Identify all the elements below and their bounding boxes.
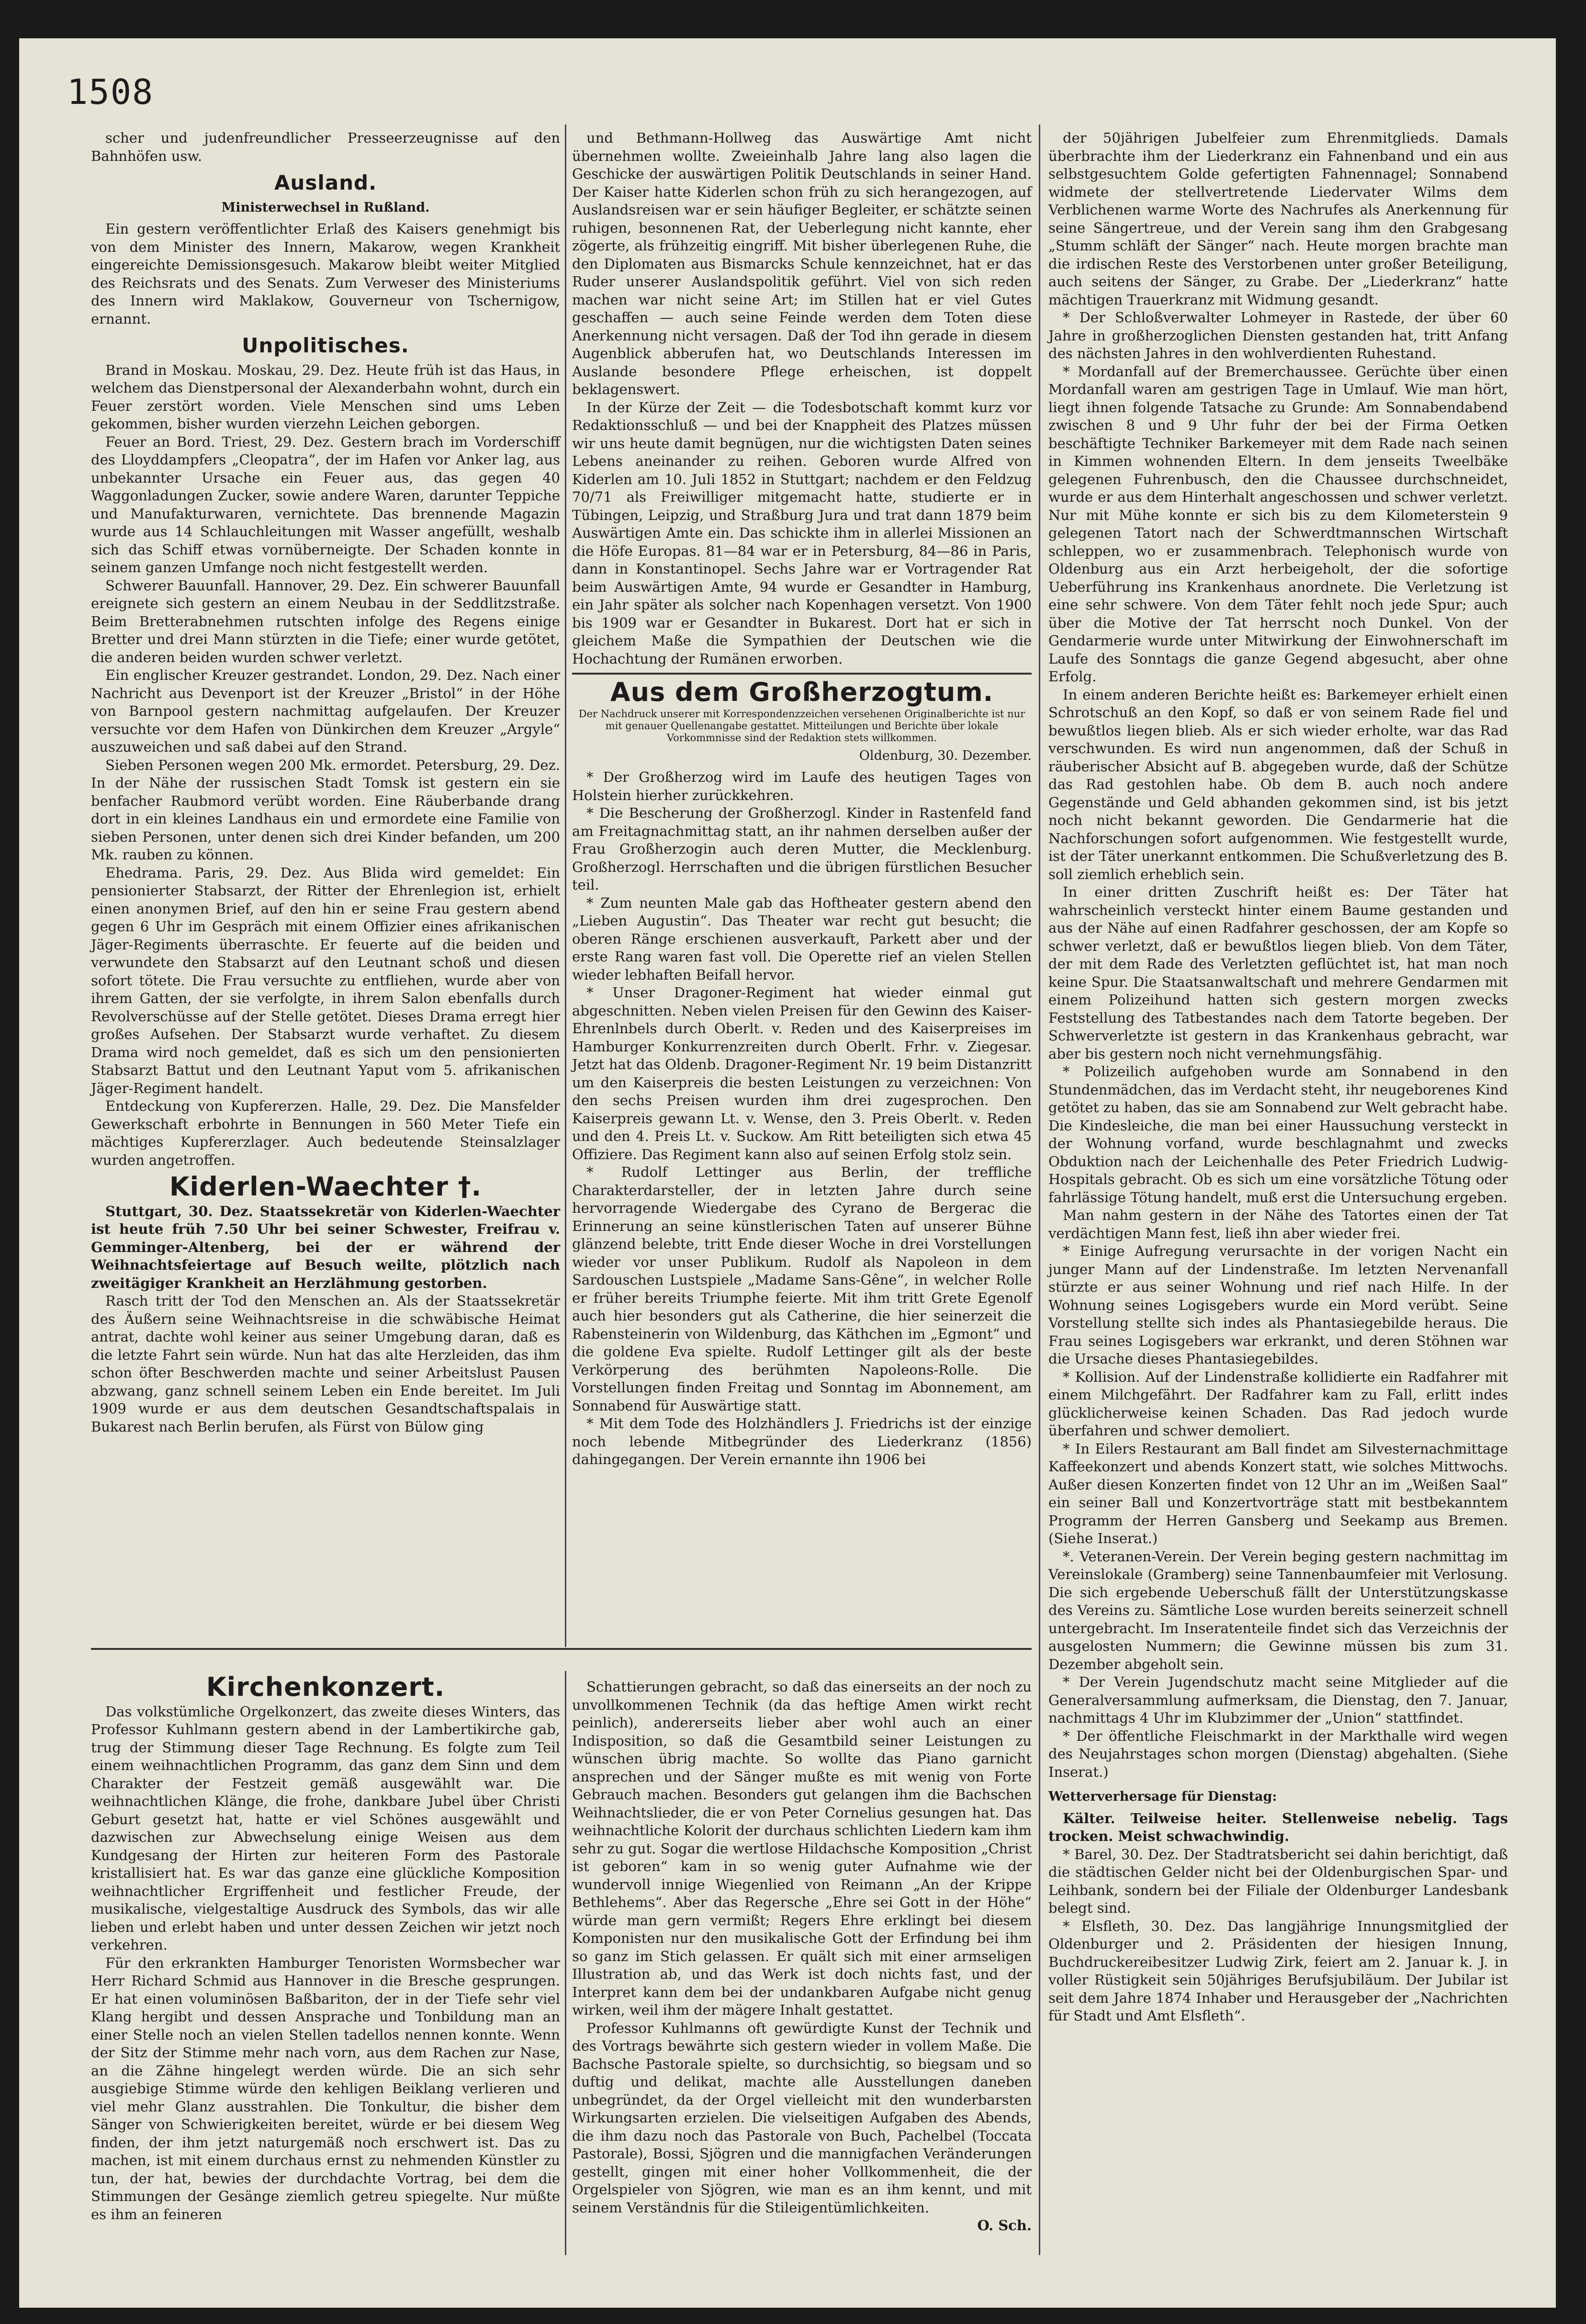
article-paragraph: und Bethmann-Hollweg das Auswärtige Amt nicht übernehmen wollte. Zweieinhalb Jahre lang also lagen die Geschicke der auswärtigen Politik Deutschlands in seiner Hand. Der Kaiser hatte Kiderlen schon früh zu sich herangezogen, auf Auslandsreisen war er sein häufiger Begleiter, er schätzte seinen ruhigen, besonnenen Rat, der Ueberlegung nicht kannte, eher zögerte, als frühzeitig eingriff. Mit bisher überlegenen Ruhe, die den Diplomaten aus Bismarcks Schule kennzeichnet, hat er das Ruder unserer Auslandspolitik geführt. Viel von sich reden machen war nicht seine Art; im Stillen hat er viel Gutes geschaffen — auch seine Feinde werden dem Toten diese Anerkennung nicht versagen. Daß der Tod ihn gerade in diesem Augenblick abberufen hat, wo Deutschlands Interessen im Auslande besondere Pflege erheischen, ist doppelt beklagenswert. [572, 130, 1032, 397]
article-paragraph: * Unser Dragoner-Regiment hat wieder einmal gut abgeschnitten. Neben vielen Preisen für den Gewinn des Kaiser-Ehrenlnbels durch Oberlt. v. Reden und des Kaiserpreises im Hamburger Konkurrenzreiten durch Oberlt. Frhr. v. Ziegesar. Jetzt hat das Oldenb. Dragoner-Regiment Nr. 19 beim Distanzritt um den Kaiserpreis die besten Leistungen zu verzeichnen: Von den sechs Preisen wurden ihm drei zugesprochen. Den Kaiserpreis gewann Lt. v. Wense, den 3. Preis Oberlt. v. Reden und den 4. Preis Lt. v. Suckow. Am Ritt beteiligten sich etwa 45 Offiziere. Das Regiment kann also auf seinen Erfolg stolz sein. [572, 984, 1032, 1162]
section-heading-ausland: Ausland. [274, 171, 377, 194]
article-paragraph: * Der öffentliche Fleischmarkt in der Markthalle wird wegen des Neujahrstages schon morgen (Dienstag) abgehalten. (Siehe Inserat.) [1048, 1727, 1508, 1780]
article-paragraph: der 50jährigen Jubelfeier zum Ehrenmitglieds. Damals überbrachte ihm der Liederkranz ein Fahnenband und ein aus selbstgesuchtem Golde gefertigten Fahnennagel; Sonnabend widmete der stellvertretende Liedervater Wilms dem Verblichenen warme Worte des Nachrufes als Anerkennung für seine Sängertreue, und der Verein sang ihm den Grabgesang „Stumm schläft der Sänger“ nach. Heute morgen brachte man die irdischen Reste des Verstorbenen unter großer Beteiligung, auch seitens der Sänger, zu Grabe. Der „Liederkranz“ hatte mächtigen Trauerkranz mit Widmung gesandt. [1048, 130, 1508, 308]
article-paragraph: * Polizeilich aufgehoben wurde am Sonnabend in den Stundenmädchen, das im Verdacht steht, ihr neugeborenes Kind getötet zu haben, das sie am Sonnabend zur Welt gebracht habe. Die Kindesleiche, die man bei einer Haussuchung versteckt in der Wohnung vorfand, wurde beschlagnahmt und zwecks Obduktion nach der Leichenhalle des Peter Friedrich Ludwig-Hospitals gebracht. Ob es sich um eine vorsätzliche Tötung oder fahrlässige Tötung handelt, muß erst die Untersuchung ergeben. [1048, 1063, 1508, 1206]
column-1 [91, 129, 560, 1436]
article-paragraph: Brand in Moskau. Moskau, 29. Dez. Heute früh ist das Haus, in welchem das Dienstpersonal der Alexanderbahn wohnt, durch ein Feuer zerstört worden. Viele Menschen sind ums Leben gekommen, bisher wurden vierzehn Leichen geborgen. [91, 361, 560, 432]
article-paragraph: * Die Bescherung der Großherzogl. Kinder in Rastenfeld fand am Freitagnachmittag statt, an ihr nahmen derselben außer der Frau Großherzogin auch deren Mutter, die Mecklenburg. Großherzogl. Herrschaften und die übrigen fürstlichen Besucher teil. [572, 805, 1032, 893]
column-rule [1039, 124, 1040, 2255]
article-paragraph: Sieben Personen wegen 200 Mk. ermordet. Petersburg, 29. Dez. In der Nähe der russischen Stadt Tomsk ist gestern ein sie benfacher Raubmord verübt worden. Eine Räuberbande drang dort in ein kleines Landhaus ein und ermordete eine Familie von sieben Personen, unter denen sich drei Kinder befanden, um 200 Mk. rauben zu können. [91, 756, 560, 863]
article-paragraph: In der Kürze der Zeit — die Todesbotschaft kommt kurz vor Redaktionsschluß — und bei der Knappheit des Platzes müssen wir uns heute damit begnügen, nur die wichtigsten Daten seines Lebens aneinander zu reihen. Geboren wurde Alfred von Kiderlen am 10. Juli 1852 in Stuttgart; nachdem er den Feldzug 70/71 als Freiwilliger mitgemacht hatte, studierte er in Tübingen, Leipzig, und Straßburg Jura und trat dann 1879 beim Auswärtigen Amte ein. Das schickte ihm in allerlei Missionen an die Höfe Europas. 81—84 war er in Petersburg, 84—86 in Paris, dann in Konstantinopel. Sechs Jahre war er Vortragender Rat beim Auswärtigen Amte, 94 wurde er Gesandter in Hamburg, ein Jahr später als solcher nach Kopenhagen versetzt. Von 1900 bis 1909 war er Gesandter in Bukarest. Dort hat er sich in gleichem Maße die Sympathien der Deutschen wie die Hochachtung der Rumänen erworben. [572, 399, 1032, 667]
article-paragraph: Ein englischer Kreuzer gestrandet. London, 29. Dez. Nach einer Nachricht aus Devenport ist der Kreuzer „Bristol“ in der Höhe von Barnpool gestern nachmittag aufgelaufen. Der Kreuzer versuchte vor dem Hafen von Dünkirchen dem Kreuzer „Argyle“ auszuweichen und saß dabei auf den Strand. [91, 667, 560, 755]
column-2 [572, 129, 1032, 1469]
article-paragraph: * Der Großherzog wird im Laufe des heutigen Tages von Holstein hierher zurückkehren. [572, 769, 1032, 803]
subheading: Ministerwechsel in Rußland. [221, 200, 430, 215]
headline-kirchenkonzert: Kirchenkonzert. [206, 1672, 445, 1702]
newspaper-page [19, 38, 1556, 2308]
article-paragraph: * Elsfleth, 30. Dez. Das langjährige Innungsmitglied der Oldenburger und 2. Präsidenten der hiesigen Innung, Buchdruckereibesitzer Ludwig Zirk, feiert am 2. Januar k. J. in voller Rüstigkeit sein 50jähriges Berufsjubiläum. Der Jubilar ist seit dem Jahre 1874 Inhaber und Herausgeber der „Nachrichten für Stadt und Amt Elsfleth“. [1048, 1918, 1508, 2024]
article-paragraph: * Einige Aufregung verursachte in der vorigen Nacht ein junger Mann auf der Lindenstraße. Im letzten Nervenanfall stürzte er aus seiner Wohnung und rief nach Hilfe. In der Wohnung seines Logisgebers wurde ein Mord verübt. Seine Vorstellung stellte sich indes als Phantasiegebilde heraus. Die Frau seines Logisgebers war erkrankt, und deren Stöhnen war die Ursache dieses Phantasiegebildes. [1048, 1243, 1508, 1367]
author-signature: O. Sch. [977, 2217, 1032, 2234]
article-paragraph: * Der Verein Jugendschutz macht seine Mitglieder auf die Generalversammlung aufmerksam, die Dienstag, den 7. Januar, nachmittags 4 Uhr im Klubzimmer der „Union“ stattfindet. [1048, 1674, 1508, 1726]
headline-kiderlen-waechter: Kiderlen-Waechter †. [169, 1172, 482, 1202]
article-lead: Stuttgart, 30. Dez. Staatssekretär von Kiderlen-Waechter ist heute früh 7.50 Uhr bei seiner Schwester, Freifrau v. Gemminger-Altenberg, bei der er während der Weihnachtsfeiertage auf Besuch weilte, plötzlich nach zweitägiger Krankheit an Herzlähmung gestorben. [91, 1203, 560, 1291]
article-paragraph: * Der Schloßverwalter Lohmeyer in Rastede, der über 60 Jahre in großherzoglichen Diensten gestanden hat, tritt Anfang des nächsten Jahres in den wohlverdienten Ruhestand. [1048, 309, 1508, 361]
dateline: Oldenburg, 30. Dezember. [859, 748, 1032, 763]
weather-forecast: Kälter. Teilweise heiter. Stellenweise nebelig. Tags trocken. Meist schwachwindig. [1048, 1810, 1508, 1844]
article-paragraph: Schwerer Bauunfall. Hannover, 29. Dez. Ein schwerer Bauunfall ereignete sich gestern an einem Neubau in der Seddlitzstraße. Beim Bretterabnehmen rutschten infolge des Regens einige Bretter und drei Mann stürzten in die Tiefe; einer wurde getötet, die anderen beiden wurden schwer verletzt. [91, 577, 560, 666]
weather-heading: Wetterverhersage für Dienstag: [1048, 1789, 1277, 1804]
article-paragraph: * Barel, 30. Dez. Der Stadtratsbericht sei dahin berichtigt, daß die städtischen Gelder nicht bei der Oldenburgischen Spar- und Leihbank, sondern bei der Filiale der Oldenburger Landesbank belegt sind. [1048, 1846, 1508, 1916]
article-paragraph: * Kollision. Auf der Lindenstraße kollidierte ein Radfahrer mit einem Milchgefährt. Der Radfahrer kam zu Fall, erlitt indes glücklicherweise keinen Schaden. Das Rad jedoch wurde überfahren und schwer demoliert. [1048, 1368, 1508, 1439]
article-paragraph: In einem anderen Berichte heißt es: Barkemeyer erhielt einen Schrotschuß an den Kopf, so daß er von seinem Rade fiel und bewußtlos liegen blieb. Als er sich wieder erholte, war das Rad verschwunden. Es wird nun angenommen, daß der Schuß in räuberischer Absicht auf B. abgegeben wurde, daß der Schütze das Rad gestohlen habe. Ob dem B. auch noch andere Gegenstände und Geld abhanden gekommen sind, ist bis jetzt noch nicht bekannt geworden. Die Gendarmerie hat die Nachforschungen sofort aufgenommen. Wie festgestellt wurde, ist der Täter unerkannt entkommen. Die Schußverletzung des B. soll ziemlich erheblich sein. [1048, 686, 1508, 882]
kirchenkonzert-column-2 [572, 1678, 1032, 2235]
article-paragraph: Man nahm gestern in der Nähe des Tatortes einen der Tat verdächtigen Mann fest, ließ ihn aber wieder frei. [1048, 1207, 1508, 1241]
column-3 [1048, 129, 1508, 2025]
article-paragraph: Entdeckung von Kupfererzen. Halle, 29. Dez. Die Mansfelder Gewerkschaft erbohrte in Bennungen in 560 Meter Tiefe ein mächtiges Kupfererzlager. Auch bedeutende Steinsalzlager wurden angetroffen. [91, 1098, 560, 1168]
column-rule [565, 124, 566, 1647]
article-paragraph: Rasch tritt der Tod den Menschen an. Als der Staatssekretär des Äußern seine Weihnachtsreise in die schwäbische Heimat antrat, dachte wohl keiner aus seiner Umgebung daran, daß es die letzte Fahrt sein würde. Nun hat das alte Herzleiden, das ihm schon öfter Beschwerden machte und seiner Arbeitslust Pausen abzwang, ganz schnell seinem Leben ein Ende bereitet. Im Juli 1909 wurde er aus dem deutschen Gesandtschaftspalais in Bukarest nach Berlin berufen, als Fürst von Bülow ging [91, 1293, 560, 1435]
article-paragraph: * Rudolf Lettinger aus Berlin, der treffliche Charakterdarsteller, der in letzten Jahre durch seine hervorragende Wiedergabe des Cyrano de Bergerac die Erinnerung an seine künstlerischen Taten auf unserer Bühne glänzend belebte, tritt Ende dieser Woche in drei Vorstellungen wieder vor unser Publikum. Rudolf als Napoleon in dem Sardouschen Lustspiele „Madame Sans-Gêne“, in welcher Rolle er früher bereits Triumphe feierte. Mit ihm tritt Grete Egenolf auch hier besonders gut als Catherine, die hier seinerzeit die Rabensteinerin von Wildenburg, das Käthchen im „Egmont“ und die goldene Eva spielte. Rudolf Lettinger gilt als der beste Verkörperung des berühmten Napoleons-Rolle. Die Vorstellungen finden Freitag und Sonntag im Abonnement, am Sonnabend für Auswärtige statt. [572, 1164, 1032, 1414]
article-paragraph: * In Eilers Restaurant am Ball findet am Silvesternachmittage Kaffeekonzert und abends Konzert statt, wie solches Mittwochs. Außer diesen Konzerten findet von 12 Uhr an im „Weißen Saal“ ein seiner Ball und Konzertvorträge statt mit bestbekanntem Programm der Herren Gansberg und Seekamp aus Bremen. (Siehe Inserat.) [1048, 1440, 1508, 1546]
page-number: 1508 [67, 72, 154, 112]
article-paragraph: In einer dritten Zuschrift heißt es: Der Täter hat wahrscheinlich versteckt hinter einem Baume gestanden und aus der Nähe auf einen Radfahrer geschossen, der am Kopfe so schwer verletzt, daß er bewußtlos liegen blieb. Von dem Täter, der mit dem Rade des Verletzten geflüchtet ist, hat man noch keine Spur. Die Staatsanwaltschaft und mehrere Gendarmen mit einem Polizeihund hatten sich gestern morgen zwecks Feststellung des Tatbestandes nach dem Tatorte begeben. Der Schwerverletzte ist gestern in das Krankenhaus gebracht, war aber bis gestern noch nicht vernehmungsfähig. [1048, 884, 1508, 1062]
article-paragraph: Ehedrama. Paris, 29. Dez. Aus Blida wird gemeldet: Ein pensionierter Stabsarzt, der Ritter der Ehrenlegion ist, erhielt einen anonymen Brief, auf den hin er seine Frau gestern abend gegen 6 Uhr im Gespräch mit einem Offizier eines afrikanischen Jäger-Regiments überraschte. Er feuerte auf die beiden und verwundete den Stabsarzt auf den Leutnant schoß und diesen sofort tötete. Die Frau versuchte zu entfliehen, wurde aber von ihrem Gatten, der sie verfolgte, in ihrem Salon ebenfalls durch Revolverschüsse auf der Stelle getötet. Dieses Drama erregt hier großes Aufsehen. Der Stabsarzt wurde verhaftet. Zu diesem Drama wird noch gemeldet, daß es sich um den pensionierten Stabsarzt Battut und den Leutnant Yaput vom 5. afrikanischen Jäger-Regiment handelt. [91, 864, 560, 1096]
section-heading-grossherzogtum: Aus dem Großherzogtum. [610, 677, 994, 707]
reprint-notice: Der Nachdruck unserer mit Korrespondenzzeichen versehenen Originalberichte ist nur mit genauer Quellenangabe gestattet. Mitteilungen und Berichte über lokale Vorkommnisse sind der Redaktion stets willkommen. [578, 708, 1025, 744]
article-paragraph: * Mit dem Tode des Holzhändlers J. Friedrichs ist der einzige noch lebende Mitbegründer des Liederkranz (1856) dahingegangen. Der Verein ernannte ihn 1906 bei [572, 1415, 1032, 1467]
column-rule [565, 1671, 566, 2255]
article-paragraph: Professor Kuhlmanns oft gewürdigte Kunst der Technik und des Vortrags bewährte sich gestern wieder in vollem Maße. Die Bachsche Pastorale spielte, so durchsichtig, so biegsam und so duftig und delikat, machte alle Ausstellungen daneben unbegründet, da der Orgel vielleicht mit den wunderbarsten Wirkungsarten erzielen. Die vielseitigen Aufgaben des Abends, die ihm dazu noch das Pastorale von Buch, Pachelbel (Toccata Pastorale), Bossi, Sjögren und die mannigfachen Veränderungen gestellt, gingen mit einer hoher Vollkommenheit, die der Orgelspieler von Sjögren, wie man es an ihm kennt, und mit seinem Verständnis für die Stileigentümlichkeiten. [572, 2019, 1032, 2216]
section-heading-unpolitisches: Unpolitisches. [242, 334, 409, 357]
article-paragraph: Feuer an Bord. Triest, 29. Dez. Gestern brach im Vorderschiff des Lloyddampfers „Cleopatra“, der im Hafen vor Anker lag, aus unbekannter Ursache ein Feuer aus, das gegen 40 Waggonladungen Zucker, sowie andere Waren, darunter Teppiche und Manufakturwaren, vernichtete. Das brennende Magazin wurde aus 14 Schlauchleitungen mit Wasser angefüllt, weshalb sich das Schiff etwas vornüberneigte. Der Schaden konnte in seinem ganzen Umfange noch nicht festgestellt werden. [91, 433, 560, 575]
article-paragraph: Das volkstümliche Orgelkonzert, das zweite dieses Winters, das Professor Kuhlmann gestern abend in der Lambertikirche gab, trug der Stimmung dieser Tage Rechnung. Es folgte zum Teil einem weihnachtlichen Programm, das ganz dem Sinn und dem Charakter der Festzeit gemäß ausgewählt war. Die weihnachtlichen Klänge, die frohe, dankbare Jubel über Christi Geburt gesetzt hat, hatte er viel Schönes ausgewählt und dazwischen zur Abwechselung einige Weisen aus dem Kundgesang der Hirten zur heiteren Form des Pastorale kristallisiert hat. Es war das ganze eine glückliche Komposition weihnachtlicher Ergriffenheit und festlicher Freude, der musikalische, vielgestaltige Ausdruck des Symbols, das wir alle lieben und erlebt haben und unter dessen Zeichen wir jetzt noch verkehren. [91, 1703, 560, 1953]
article-paragraph: Für den erkrankten Hamburger Tenoristen Wormsbecher war Herr Richard Schmid aus Hannover in die Bresche gesprungen. Er hat einen voluminösen Baßbariton, der in der Tiefe sehr viel Klang hergibt und dessen Ansprache und Tonbildung man an einer Stelle noch an vielen Stellen tadellos nennen konnte. Wenn der Sitz der Stimme mehr nach vorn, aus dem Rachen zur Nase, an die Zähne hingelegt werden würde. Die an sich sehr ausgiebige Stimme würde den kehligen Beiklang verlieren und viel mehr Glanz ausstrahlen. Die Tonkultur, die bisher dem Sänger von Schwierigkeiten bereitet, würde er bei diesem Weg finden, der ihm jetzt naturgemäß noch erschwert ist. Das zu machen, ist mit einem durchaus ernst zu nehmenden Künstler zu tun, der hat, bewies der durchdachte Vortrag, bei dem die Stimmungen der Gesänge ziemlich getreu spiegelte. Nur müßte es ihm an feineren [91, 1954, 560, 2222]
article-paragraph: *. Veteranen-Verein. Der Verein beging gestern nachmittag im Vereinslokale (Gramberg) seine Tannenbaumfeier mit Verlosung. Die sich ergebende Ueberschuß fällt der Unterstützungskasse des Vereins zu. Sämtliche Lose wurden bereits seinerzeit schnell untergebracht. Im Inseratenteile findet sich das Verzeichnis der ausgelosten Nummern; die Gewinne müssen bis zum 31. Dezember abgeholt sein. [1048, 1548, 1508, 1672]
section-rule [91, 1648, 1032, 1650]
article-paragraph: * Mordanfall auf der Bremerchaussee. Gerüchte über einen Mordanfall waren am gestrigen Tage in Umlauf. Wie man hört, liegt ihnen folgende Tatsache zu Grunde: Am Sonnabendabend zwischen 8 und 9 Uhr fuhr der bei der Firma Oetken beschäftigte Techniker Barkemeyer mit dem Rade nach seinen in Kimmen wohnenden Eltern. In dem jenseits Tweelbäke gelegenen Fuhrenbusch, den die Chaussee durchschneidet, wurde er aus dem Hinterhalt angeschossen und schwer verletzt. Nur mit Mühe konnte er sich bis zu dem Kilometerstein 9 gelegenen Tatort nach der Schwerdtmannschen Wirtschaft schleppen, wo er zusammenbrach. Telephonisch wurde von Oldenburg aus ein Arzt herbeigeholt, der die sofortige Ueberführung ins Krankenhaus anordnete. Die Verletzung ist eine sehr schwere. Von dem Täter fehlt noch jede Spur; auch über die Motive der Tat herrscht noch Dunkel. Von der Gendarmerie wurde unter Mitwirkung der Einwohnerschaft im Laufe des Sonntags die ganze Gegend abgesucht, aber ohne Erfolg. [1048, 363, 1508, 685]
article-paragraph: Ein gestern veröffentlichter Erlaß des Kaisers genehmigt bis von dem Minister des Innern, Makarow, wegen Krankheit eingereichte Demissionsgesuch. Makarow bleibt weiter Mitglied des Reichsrats und des Senats. Zum Verweser des Ministeriums des Innern wird Maklakow, Gouverneur von Tschernigow, ernannt. [91, 221, 560, 327]
section-rule [572, 673, 1032, 675]
intro-text: scher und judenfreundlicher Presseerzeugnisse auf den Bahnhöfen usw. [91, 130, 560, 164]
article-paragraph: * Zum neunten Male gab das Hoftheater gestern abend den „Lieben Augustin“. Das Theater war recht gut besucht; die oberen Ränge erschienen ausverkauft, Parkett aber und der erste Rang waren fast voll. Die Operette rief an vielen Stellen wieder lebhaften Beifall hervor. [572, 894, 1032, 983]
kirchenkonzert-column-1 [91, 1672, 560, 2223]
article-paragraph: Schattierungen gebracht, so daß das einerseits an der noch zu unvollkommenen Technik (da das heftige Amen wirkt recht peinlich), andererseits lieber aber wohl auch an einer Indisposition, so daß die Gesamtbild seiner Leistungen zu wünschen übrig machte. So wollte das Piano garnicht ansprechen und der Sänger mußte es mit wenig von Forte Gebrauch machen. Besonders gut gelangen ihm die Bachschen Weihnachtslieder, die er von Peter Cornelius gesungen hat. Das weihnachtliche Kolorit der durchaus schlichten Liedern kam ihm sehr zu gut. Sogar die wertlose Hildachsche Komposition „Christ ist geboren“ kam in so wenig guter Aufnahme wie der wundervoll innige Wiegenlied von Reimann „An der Krippe Bethlehems“. Aber das Regersche „Ehre sei Gott in der Höhe“ würde man gern vermißt; Regers Ehre erklingt bei diesem Komponisten nur den musikalische Gott der Erfindung bei ihm so ganz im Stich gelassen. Er quält sich mit einer armseligen Illustration ab, und das Werk ist doch nichts fast, und der Interpret kann dem bei der undankbaren Aufgabe nicht genug wirken, weil ihm der mägere Inhalt gestattet. [572, 1679, 1032, 2018]
